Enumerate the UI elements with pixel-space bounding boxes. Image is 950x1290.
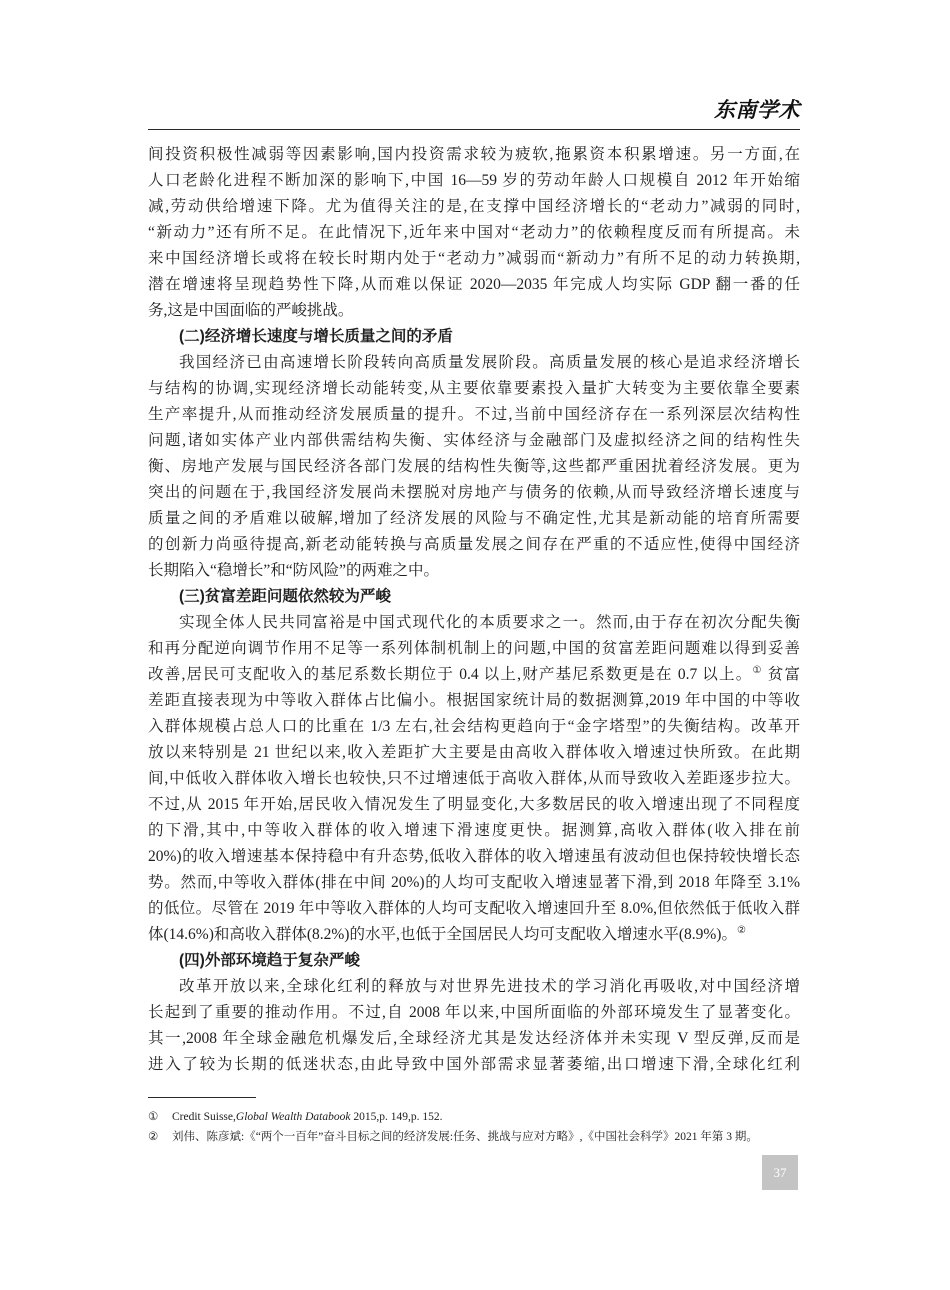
- text-line: 放以来特别是 21 世纪以来,收入差距扩大主要是由高收入群体收入增速过快所致。在此期: [148, 744, 800, 761]
- text-line: 改革开放以来,全球化红利的释放与对世界先进技术的学习消化再吸收,对中国经济增: [179, 978, 800, 995]
- footnote-rule: [148, 1097, 256, 1098]
- text-line: 来中国经济增长或将在较长时期内处于“老动力”减弱而“新动力”有所不足的动力转换期,: [148, 250, 800, 267]
- section-heading: (三)贫富差距问题依然较为严峻: [179, 588, 391, 605]
- text-line: 衡、房地产发展与国民经济各部门发展的结构性失衡等,这些都严重困扰着经济发展。更为: [148, 458, 800, 475]
- text-line: 的下滑,其中,中等收入群体的收入增速下滑速度更快。据测算,高收入群体(收入排在前: [148, 822, 800, 839]
- text-line: 的低位。尽管在 2019 年中等收入群体的人均可支配收入增速回升至 8.0%,但依然低于低收入群: [148, 900, 800, 917]
- text-line: 减,劳动供给增速下降。尤为值得关注的是,在支撑中国经济增长的“老动力”减弱的同时,: [148, 198, 800, 215]
- text-line: 人口老龄化进程不断加深的影响下,中国 16—59 岁的劳动年龄人口规模自 2012 年开始缩: [148, 172, 800, 189]
- text-line: 长期陷入“稳增长”和“防风险”的两难之中。: [148, 562, 440, 579]
- text-line: 间,中低收入群体收入增长也较快,只不过增速低于高收入群体,从而导致收入差距逐步拉大。: [148, 770, 800, 787]
- text-line: 差距直接表现为中等收入群体占比偏小。根据国家统计局的数据测算,2019 年中国的中等收: [148, 692, 800, 709]
- text-line: 我国经济已由高速增长阶段转向高质量发展阶段。高质量发展的核心是追求经济增长: [179, 354, 800, 371]
- text-line: “新动力”还有所不足。在此情况下,近年来中国对“老动力”的依赖程度反而有所提高。未: [148, 224, 800, 241]
- text-segment: 体(14.6%)和高收入群体(8.2%)的水平,也低于全国居民人均可支配收入增速水平(8.9%)。: [148, 926, 737, 943]
- footnote: [148, 1127, 800, 1147]
- body-text: [148, 142, 800, 1078]
- footnote-ref: ①: [752, 665, 763, 676]
- paragraph: [148, 350, 800, 584]
- text-line: 长起到了重要的推动作用。不过,自 2008 年以来,中国所面临的外部环境发生了显著变化。: [148, 1004, 800, 1021]
- text-line: 势。然而,中等收入群体(排在中间 20%)的人均可支配收入增速显著下滑,到 2018 年降至 3.1%: [148, 874, 800, 891]
- footnote-marker: ①: [148, 1111, 159, 1123]
- footnote-marker: ②: [148, 1131, 159, 1143]
- page-number: 37: [762, 1155, 798, 1190]
- footnote-text: 刘伟、陈彦斌:《“两个一百年”奋斗目标之间的经济发展:任务、挑战与应对方略》,《中国社会科学》2021 年第 3 期。: [172, 1131, 758, 1143]
- text-segment: 改善,居民可支配收入的基尼系数长期位于 0.4 以上,财产基尼系数更是在 0.7 以上。: [148, 666, 753, 683]
- section-heading: (二)经济增长速度与增长质量之间的矛盾: [179, 328, 453, 345]
- text-segment: 贫富: [762, 666, 800, 683]
- text-line: [148, 922, 800, 948]
- journal-logo: 东南学术: [714, 98, 800, 122]
- text-line: 务,这是中国面临的严峻挑战。: [148, 302, 354, 319]
- paragraph: [148, 610, 800, 948]
- footnote-text: Credit Suisse,: [172, 1111, 236, 1123]
- text-line: [148, 662, 800, 688]
- text-line: 潜在增速将呈现趋势性下降,从而难以保证 2020—2035 年完成人均实际 GDP 翻一番的任: [148, 276, 800, 293]
- text-line: 质量之间的矛盾难以破解,增加了经济发展的风险与不确定性,尤其是新动能的培育所需要: [148, 510, 800, 527]
- text-line: 入群体规模占总人口的比重在 1/3 左右,社会结构更趋向于“金字塔型”的失衡结构。改革开: [148, 718, 800, 735]
- text-line: 间投资积极性减弱等因素影响,国内投资需求较为疲软,拖累资本积累增速。另一方面,在: [148, 146, 800, 163]
- text-line: 突出的问题在于,我国经济发展尚未摆脱对房地产与债务的依赖,从而导致经济增长速度与: [148, 484, 800, 501]
- footnote-title-italic: Global Wealth Databook: [235, 1111, 351, 1123]
- text-line: 问题,诸如实体产业内部供需结构失衡、实体经济与金融部门及虚拟经济之间的结构性失: [148, 432, 800, 449]
- header-rule: [148, 129, 800, 130]
- footnotes: [148, 1107, 800, 1147]
- footnote: [148, 1107, 800, 1127]
- text-line: 生产率提升,从而推动经济发展质量的提升。不过,当前中国经济存在一系列深层次结构性: [148, 406, 800, 423]
- text-line: 20%)的收入增速基本保持稳中有升态势,低收入群体的收入增速虽有波动但也保持较快增长态: [148, 848, 800, 865]
- text-line: 不过,从 2015 年开始,居民收入情况发生了明显变化,大多数居民的收入增速出现了不同程度: [148, 796, 800, 813]
- text-line: 与结构的协调,实现经济增长动能转变,从主要依靠要素投入量扩大转变为主要依靠全要素: [148, 380, 800, 397]
- text-line: 的创新力尚亟待提高,新老动能转换与高质量发展之间存在严重的不适应性,使得中国经济: [148, 536, 800, 553]
- text-line: 和再分配逆向调节作用不足等一系列体制机制上的问题,中国的贫富差距问题难以得到妥善: [148, 640, 800, 657]
- paragraph: [148, 974, 800, 1078]
- footnote-text: 2015,p. 149,p. 152.: [350, 1111, 443, 1123]
- paragraph: [148, 142, 800, 324]
- section-heading: (四)外部环境趋于复杂严峻: [179, 952, 360, 969]
- text-line: 实现全体人民共同富裕是中国式现代化的本质要求之一。然而,由于存在初次分配失衡: [179, 614, 800, 631]
- text-line: 其一,2008 年全球金融危机爆发后,全球经济尤其是发达经济体并未实现 V 型反弹,反而是: [148, 1030, 800, 1047]
- text-line: 进入了较为长期的低迷状态,由此导致中国外部需求显著萎缩,出口增速下滑,全球化红利: [148, 1056, 800, 1073]
- footnote-ref: ②: [736, 925, 746, 936]
